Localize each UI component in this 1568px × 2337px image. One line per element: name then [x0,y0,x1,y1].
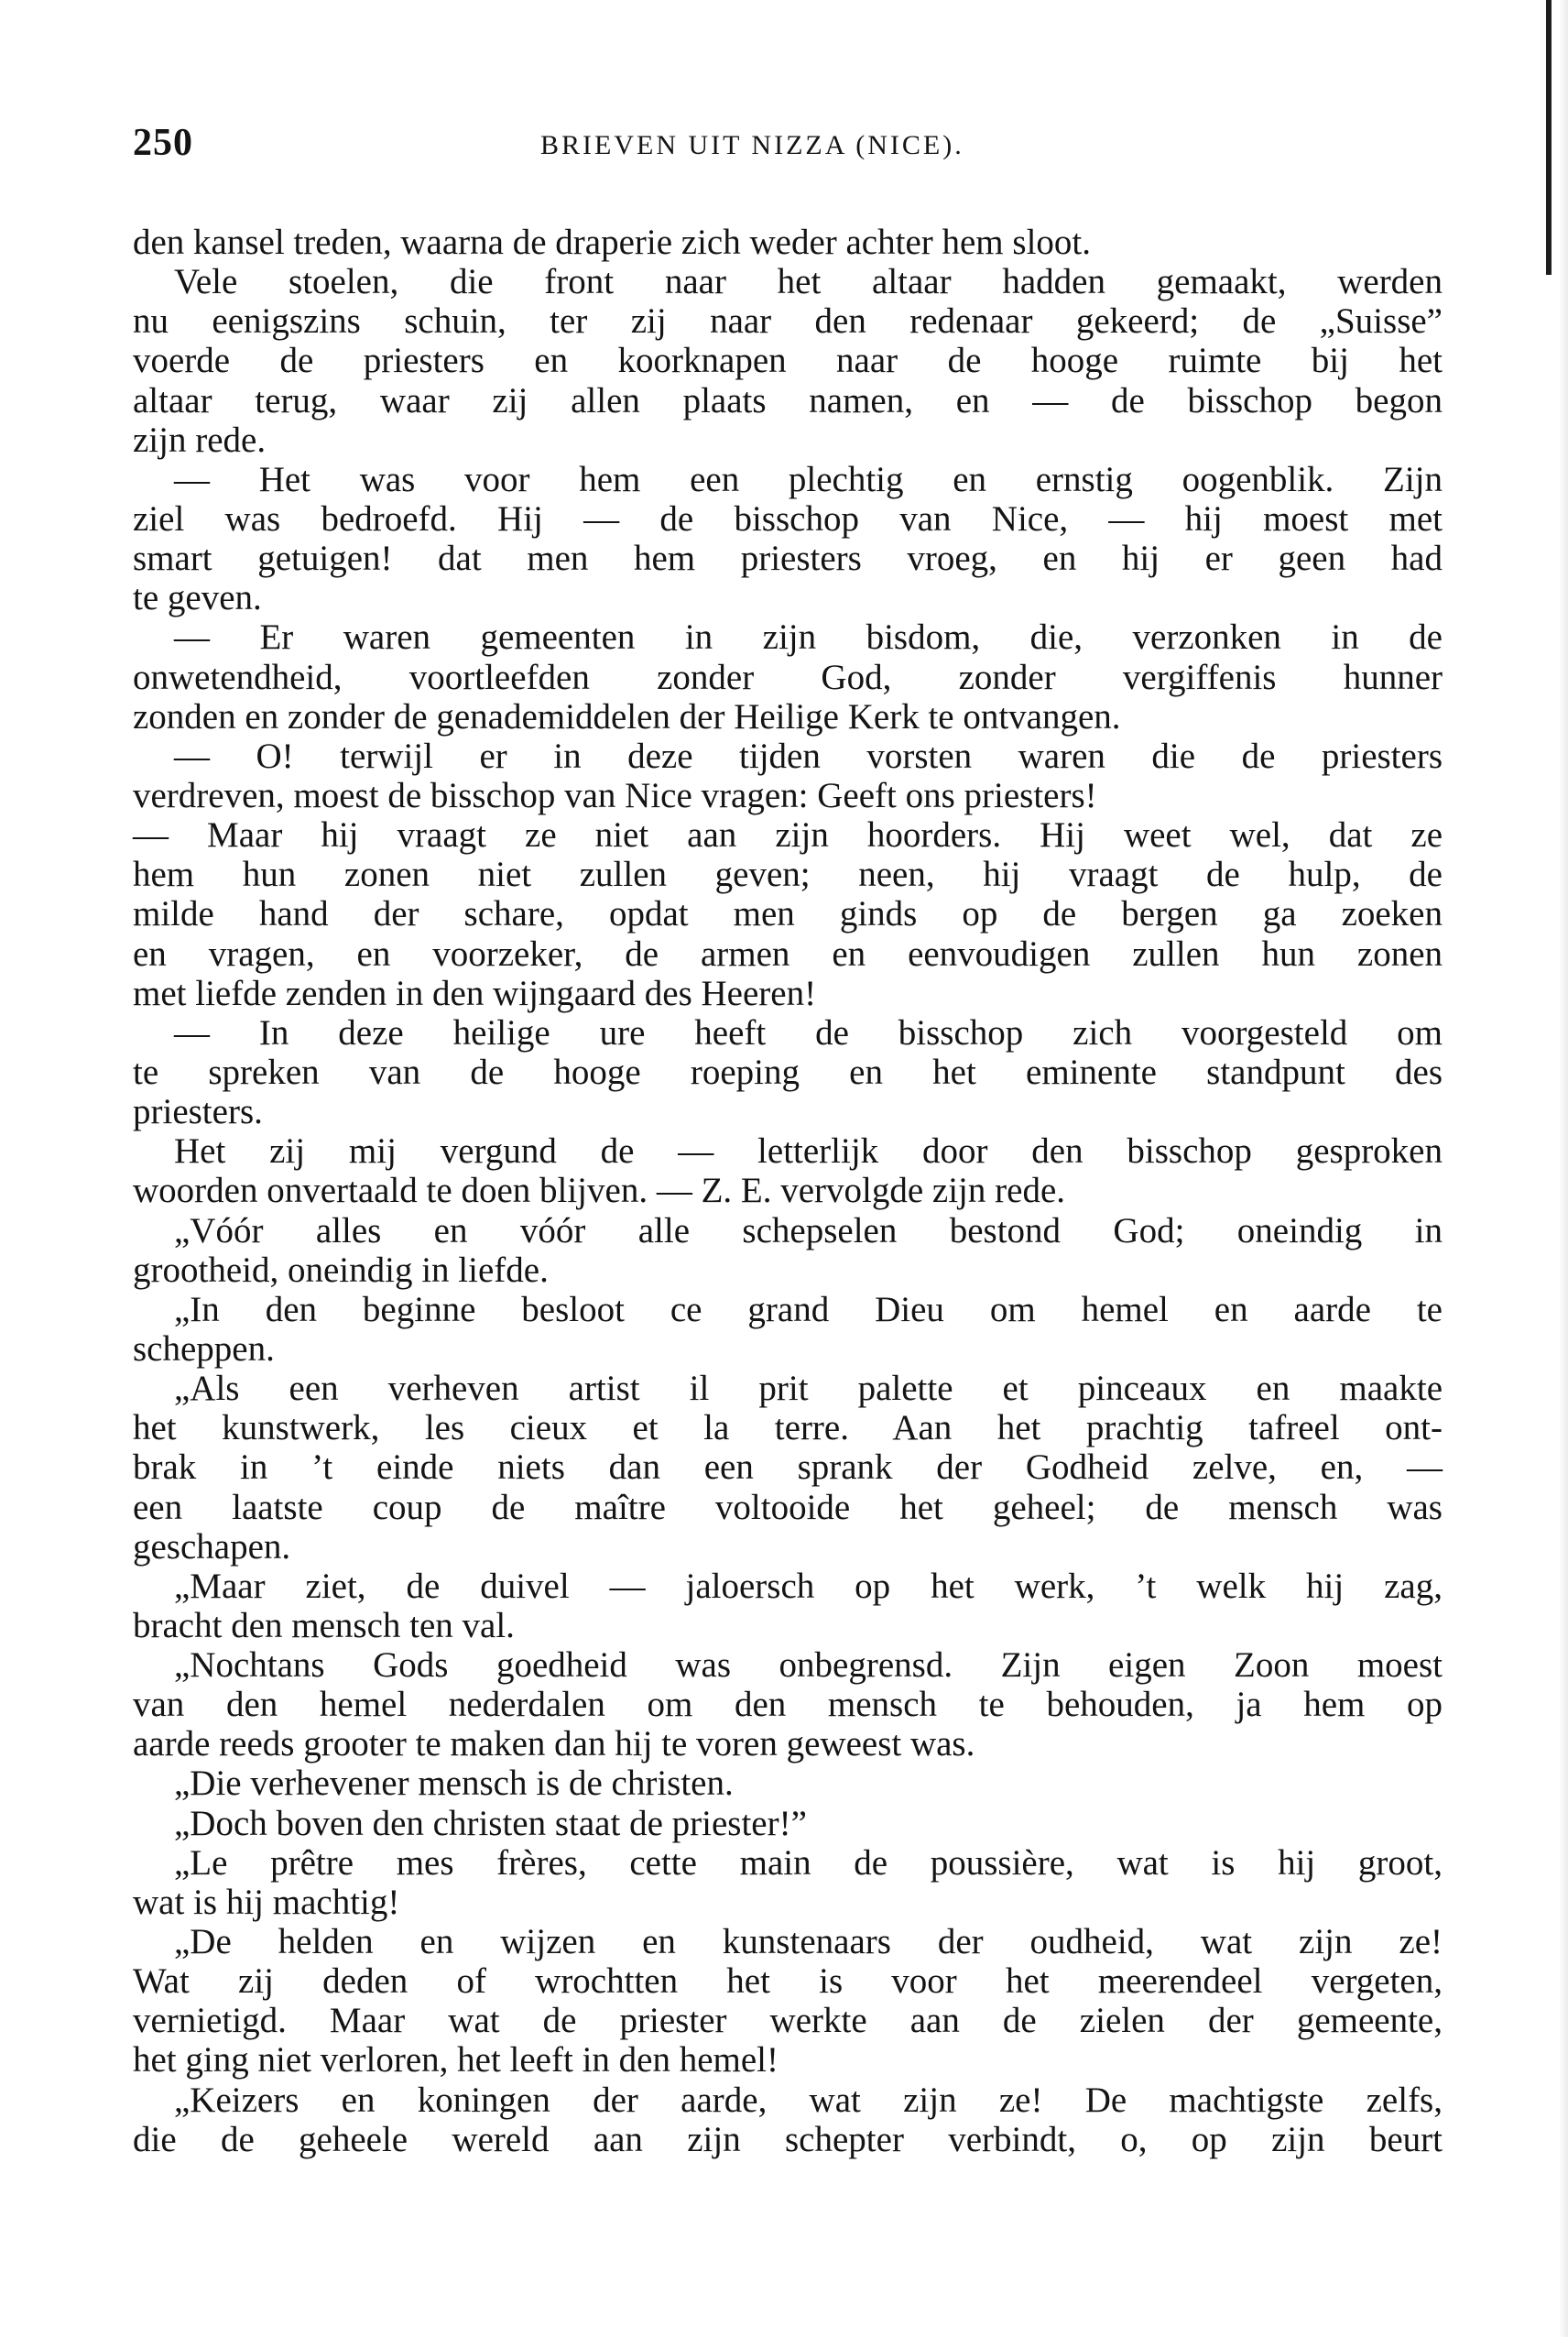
text-line: zijn rede. [133,420,267,460]
text-line: „De helden en wijzen en kunstenaars der oudheid, wat zijn ze! [174,1922,1443,1962]
text-line: te geven. [133,578,262,618]
page-number: 250 [133,122,193,164]
text-line: aarde reeds grooter te maken dan hij te voren geweest was. [133,1724,975,1764]
text-line: „Doch boven den christen staat de priester!” [174,1803,807,1843]
text-line: voerde de priesters en koorknapen naar de hooge ruimte bij het [133,341,1443,381]
text-line: smart getuigen! dat men hem priesters vroeg, en hij er geen had [133,539,1443,579]
text-line: — Het was voor hem een plechtig en ernstig oogenblik. Zijn [174,459,1443,499]
text-line: grootheid, oneindig in liefde. [133,1250,549,1290]
text-line: — In deze heilige ure heeft de bisschop zich voorgesteld om [174,1012,1443,1053]
text-line: Wat zij deden of wrochtten het is voor het meerendeel vergeten, [133,1961,1443,2002]
text-line: „In den beginne besloot ce grand Dieu om hemel en aarde te [174,1289,1443,1329]
text-line: geschapen. [133,1526,291,1567]
text-line: „Nochtans Gods goedheid was onbegrensd. Zijn eigen Zoon moest [174,1645,1443,1686]
text-line: onwetendheid, voortleefden zonder God, zonder vergiffenis hunner [133,657,1443,697]
text-line: „Vóór alles en vóór alle schepselen bestond God; oneindig in [174,1210,1443,1250]
text-line: woorden onvertaald te doen blijven. — Z. E. vervolgde zijn rede. [133,1171,1065,1211]
text-line: Vele stoelen, die front naar het altaar hadden gemaakt, werden [174,262,1443,302]
text-line: ziel was bedroefd. Hij — de bisschop van Nice, — hij moest met [133,498,1443,539]
text-line: een laatste coup de maître voltooide het geheel; de mensch was [133,1487,1443,1527]
text-line: — Maar hij vraagt ze niet aan zijn hoorders. Hij weet wel, dat ze [133,815,1443,856]
scan-edge-mark [1546,0,1552,275]
text-line: „Maar ziet, de duivel — jaloersch op het werk, ’t welk hij zag, [174,1566,1443,1606]
text-line: van den hemel nederdalen om den mensch te behouden, ja hem op [133,1685,1443,1725]
text-line: bracht den mensch ten val. [133,1605,515,1645]
page-header [133,121,1443,176]
text-line: nu eenigszins schuin, ter zij naar den redenaar gekeerd; de „Suisse” [133,301,1443,342]
text-line: priesters. [133,1092,263,1132]
text-line: hem hun zonen niet zullen geven; neen, hij vraagt de hulp, de [133,855,1443,895]
scan-edge-shadow [1559,0,1568,2337]
text-line: „Le prêtre mes frères, cette main de poussière, wat is hij groot, [174,1842,1443,1883]
text-line: vernietigd. Maar wat de priester werkte aan de zielen der gemeente, [133,2001,1443,2041]
text-line: „Die verhevener mensch is de christen. [174,1764,734,1804]
text-line: te spreken van de hooge roeping en het eminente standpunt des [133,1052,1443,1092]
text-line: den kansel treden, waarna de draperie zich weder achter hem sloot. [133,223,1091,262]
text-line: die de geheele wereld aan zijn schepter verbindt, o, op zijn beurt [133,2119,1443,2159]
text-line: „Als een verheven artist il prit palette et pinceaux en maakte [174,1369,1443,1409]
running-title: BRIEVEN UIT NIZZA (NICE). [540,130,964,160]
text-line: — O! terwijl er in deze tijden vorsten waren die de priesters [174,736,1443,776]
body-text [133,223,1443,2159]
text-line: met liefde zenden in den wijngaard des Heeren! [133,973,817,1013]
text-line: het ging niet verloren, het leeft in den hemel! [133,2040,779,2080]
text-line: scheppen. [133,1328,275,1369]
text-line: wat is hij machtig! [133,1882,400,1922]
text-line: „Keizers en koningen der aarde, wat zijn ze! De machtigste zelfs, [174,2080,1443,2120]
text-line: verdreven, moest de bisschop van Nice vragen: Geeft ons priesters! [133,775,1097,815]
text-line: zonden en zonder de genademiddelen der Heilige Kerk te ontvangen. [133,696,1121,737]
text-line: brak in ’t einde niets dan een sprank der Godheid zelve, en, — [133,1447,1443,1488]
text-line: het kunstwerk, les cieux et la terre. Aan het prachtig tafreel ont- [133,1408,1443,1448]
text-line: milde hand der schare, opdat men ginds op de bergen ga zoeken [133,894,1443,934]
text-line: — Er waren gemeenten in zijn bisdom, die, verzonken in de [174,617,1443,658]
text-line: en vragen, en voorzeker, de armen en eenvoudigen zullen hun zonen [133,934,1443,974]
text-line: altaar terug, waar zij allen plaats namen, en — de bisschop begon [133,380,1443,420]
text-line: Het zij mij vergund de — letterlijk door den bisschop gesproken [174,1131,1443,1172]
